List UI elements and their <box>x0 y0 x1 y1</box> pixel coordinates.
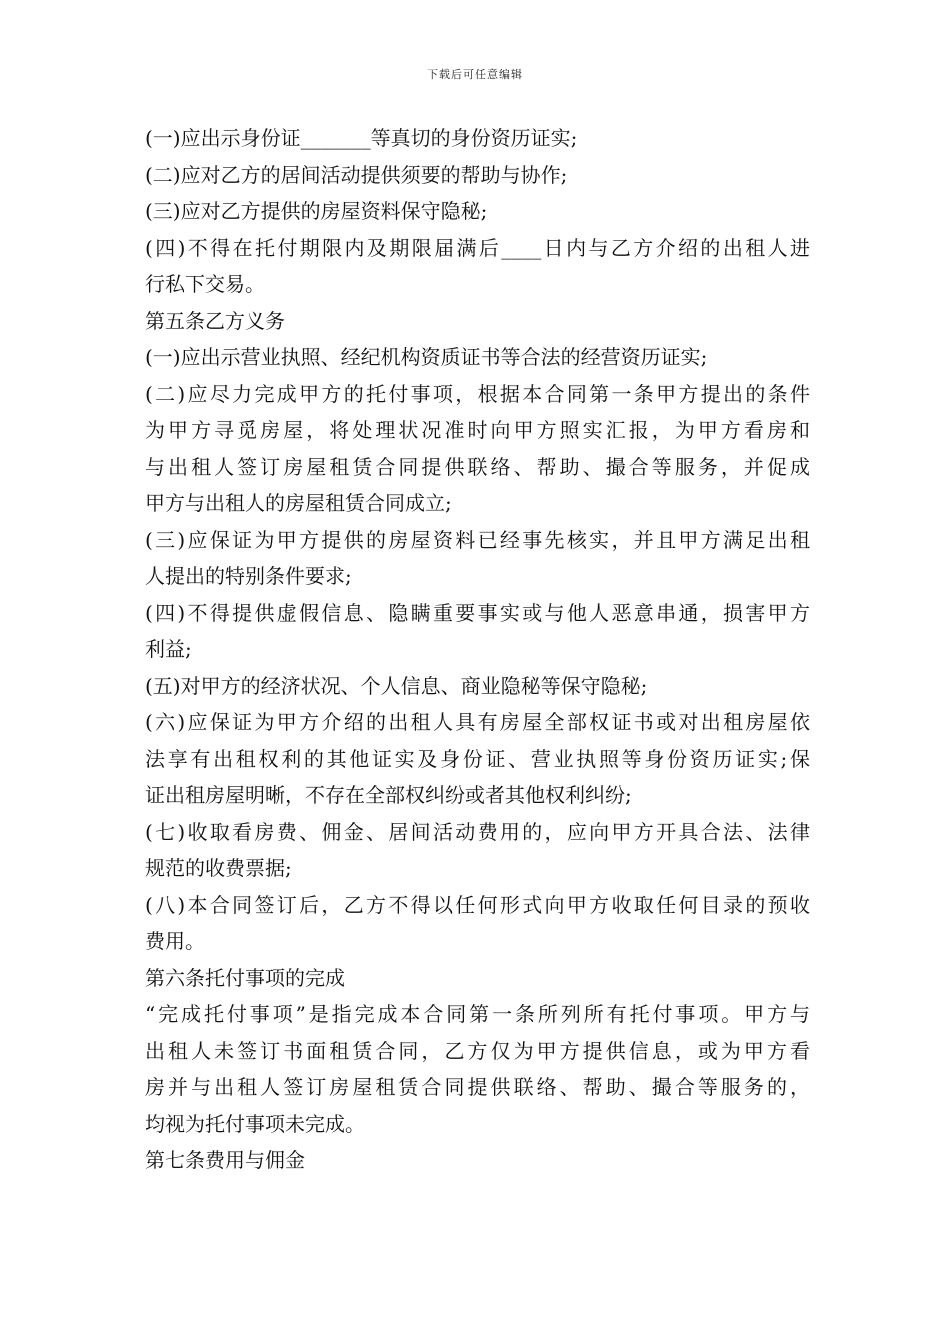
text-line: “完成托付事项”是指完成本合同第一条所列所有托付事项。甲方与 <box>145 1002 810 1026</box>
text-line: 为甲方寻觅房屋，将处理状况准时向甲方照实汇报，为甲方看房和 <box>145 418 810 442</box>
text-line: 法享有出租权利的其他证实及身份证、营业执照等身份资历证实;保 <box>145 746 810 771</box>
text-line: 利益; <box>145 637 192 661</box>
text-line: 均视为托付事项未完成。 <box>145 1111 365 1136</box>
text-line: (五)对甲方的经济状况、个人信息、商业隐秘等保守隐秘; <box>145 673 648 698</box>
text-line: 人提出的特别条件要求; <box>145 564 352 588</box>
text-line: 第六条托付事项的完成 <box>145 965 345 990</box>
text-line: (二)应尽力完成甲方的托付事项，根据本合同第一条甲方提出的条件 <box>145 381 810 406</box>
text-line: 出租人未签订书面租赁合同，乙方仅为甲方提供信息，或为甲方看 <box>145 1038 810 1063</box>
text-line: (三)应保证为甲方提供的房屋资料已经事先核实，并且甲方满足出租 <box>145 527 810 552</box>
text-line: 房并与出租人签订房屋租赁合同提供联络、帮助、撮合等服务的， <box>145 1075 810 1099</box>
text-line: (七)收取看房费、佣金、居间活动费用的，应向甲方开具合法、法律 <box>145 819 810 844</box>
text-line: 与出租人签订房屋租赁合同提供联络、帮助、撮合等服务，并促成 <box>145 454 810 479</box>
text-line: 证出租房屋明晰，不存在全部权纠纷或者其他权利纠纷; <box>145 783 632 807</box>
text-line: 费用。 <box>145 929 205 953</box>
text-line: (六)应保证为甲方介绍的出租人具有房屋全部权证书或对出租房屋依 <box>145 710 810 734</box>
text-line: (一)应出示身份证_______等真切的身份资历证实; <box>145 126 578 150</box>
text-line: 规范的收费票据; <box>145 856 292 880</box>
contract-body <box>145 120 810 1179</box>
text-line: (二)应对乙方的居间活动提供须要的帮助与协作; <box>145 162 568 187</box>
text-line: 行私下交易。 <box>145 272 265 296</box>
text-line: (四)不得在托付期限内及期限届满后____日内与乙方介绍的出租人进 <box>145 235 810 260</box>
text-line: 第七条费用与佣金 <box>145 1148 305 1172</box>
text-line: (三)应对乙方提供的房屋资料保守隐秘; <box>145 199 488 223</box>
text-line: (八)本合同签订后，乙方不得以任何形式向甲方收取任何目录的预收 <box>145 892 810 917</box>
text-line: 第五条乙方义务 <box>145 308 285 333</box>
text-line: (一)应出示营业执照、经纪机构资质证书等合法的经营资历证实; <box>145 345 708 369</box>
text-line: 甲方与出租人的房屋租赁合同成立; <box>145 491 452 515</box>
page-header: 下载后可任意编辑 <box>427 68 523 81</box>
text-line: (四)不得提供虚假信息、隐瞒重要事实或与他人恶意串通，损害甲方 <box>145 600 810 625</box>
